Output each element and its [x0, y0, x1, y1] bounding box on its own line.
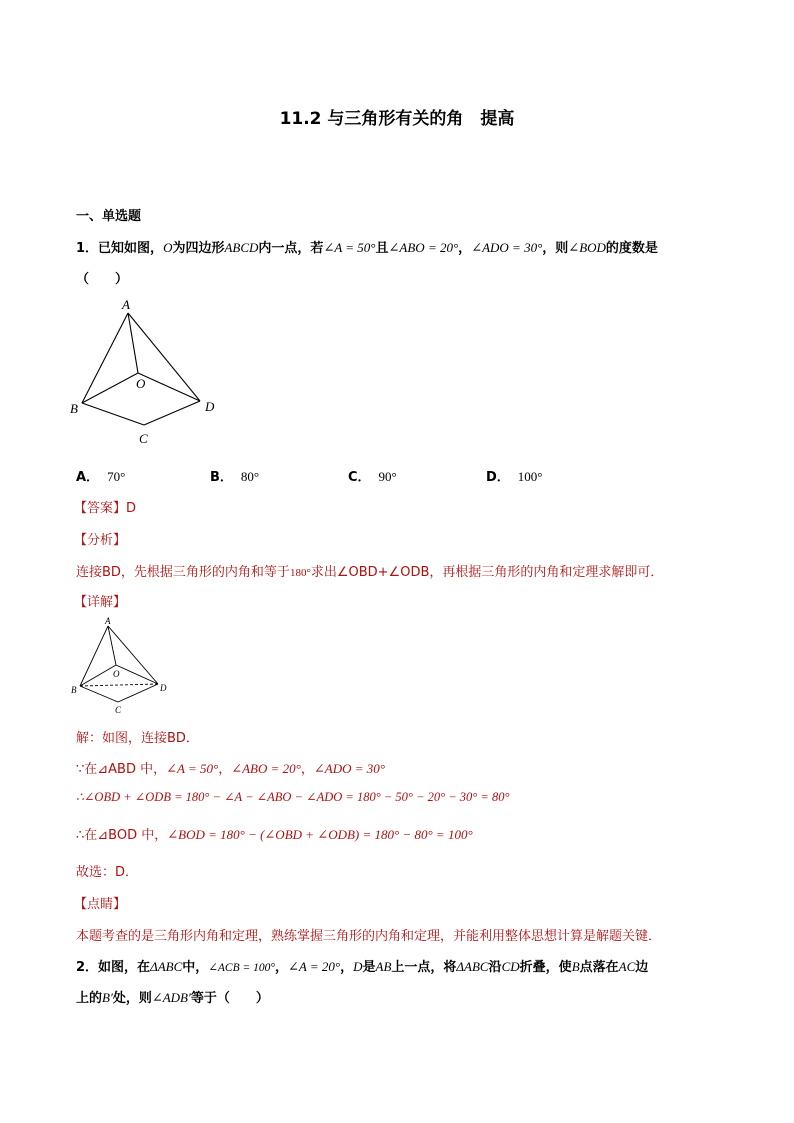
question-2-stem-line-2: 上的B′处，则∠ADB′等于（ ）	[76, 990, 269, 1006]
option-b: B． 80°	[210, 469, 260, 485]
question-2-stem-line-1: 2．如图，在ΔABC中，∠ACB = 100°，∠A = 20°，D是AB上一点，将ΔABC沿CD折叠，使B点落在AC边	[76, 959, 649, 975]
edge-ao	[128, 313, 138, 373]
option-a: A． 70°	[76, 469, 126, 485]
label-a: A	[122, 297, 130, 312]
analysis-tag: 【分析】	[74, 533, 127, 548]
comment-tag: 【点睛】	[74, 897, 127, 912]
edge-cd	[144, 401, 200, 425]
solution-line-2: ∵在⊿ABD 中，∠A = 50°，∠ABO = 20°，∠ADO = 30°	[76, 761, 385, 777]
question-1-stem: 1．已知如图，O为四边形ABCD内一点，若∠A = 50°且∠ABO = 20°，∠ADO = 30°，则∠BOD的度数是	[76, 240, 658, 256]
detail-tag: 【详解】	[74, 595, 127, 610]
solution-figure	[68, 616, 188, 716]
answer-tag: 【答案】	[74, 501, 127, 516]
edge-ab	[82, 313, 128, 403]
option-d: D． 100°	[486, 469, 543, 485]
answer-value: D	[126, 501, 137, 516]
section-heading: 一、单选题	[76, 209, 142, 224]
comment-text: 本题考查的是三角形内角和定理，熟练掌握三角形的内角和定理，并能利用整体思想计算是解题关键．	[76, 929, 662, 944]
edge-bc	[82, 403, 144, 425]
edge-do	[138, 373, 200, 401]
sol-label-a: A	[105, 616, 111, 626]
question-1-figure	[66, 295, 226, 455]
page-title: 11.2 与三角形有关的角 提高	[279, 109, 515, 129]
label-o: O	[136, 376, 146, 391]
answer-row	[74, 497, 136, 516]
sol-label-c: C	[115, 705, 122, 715]
solution-choose: 故选：D．	[76, 865, 139, 880]
label-b: B	[70, 401, 78, 416]
sol-label-o: O	[113, 669, 120, 679]
analysis-text: 连接BD，先根据三角形的内角和等于180°求出∠OBD+∠ODB，再根据三角形的内角和定理求解即可．	[76, 565, 664, 580]
option-c: C． 90°	[348, 469, 397, 485]
dashed-bd	[80, 684, 158, 686]
sol-label-d: D	[160, 683, 167, 693]
solution-line-1: 解：如图，连接BD．	[76, 731, 199, 746]
question-1-paren: （ ）	[76, 272, 129, 287]
sol-label-b: B	[71, 685, 77, 695]
solution-line-4: ∴在⊿BOD 中，∠BOD = 180° − (∠OBD + ∠ODB) = 180° − 80° = 100°	[76, 827, 473, 843]
edge-bo	[82, 373, 138, 403]
label-d: D	[205, 399, 215, 414]
label-c: C	[139, 431, 148, 446]
solution-line-3: ∴∠OBD + ∠ODB = 180° − ∠A − ∠ABO − ∠ADO = 180° − 50° − 20° − 30° = 80°	[76, 790, 510, 804]
